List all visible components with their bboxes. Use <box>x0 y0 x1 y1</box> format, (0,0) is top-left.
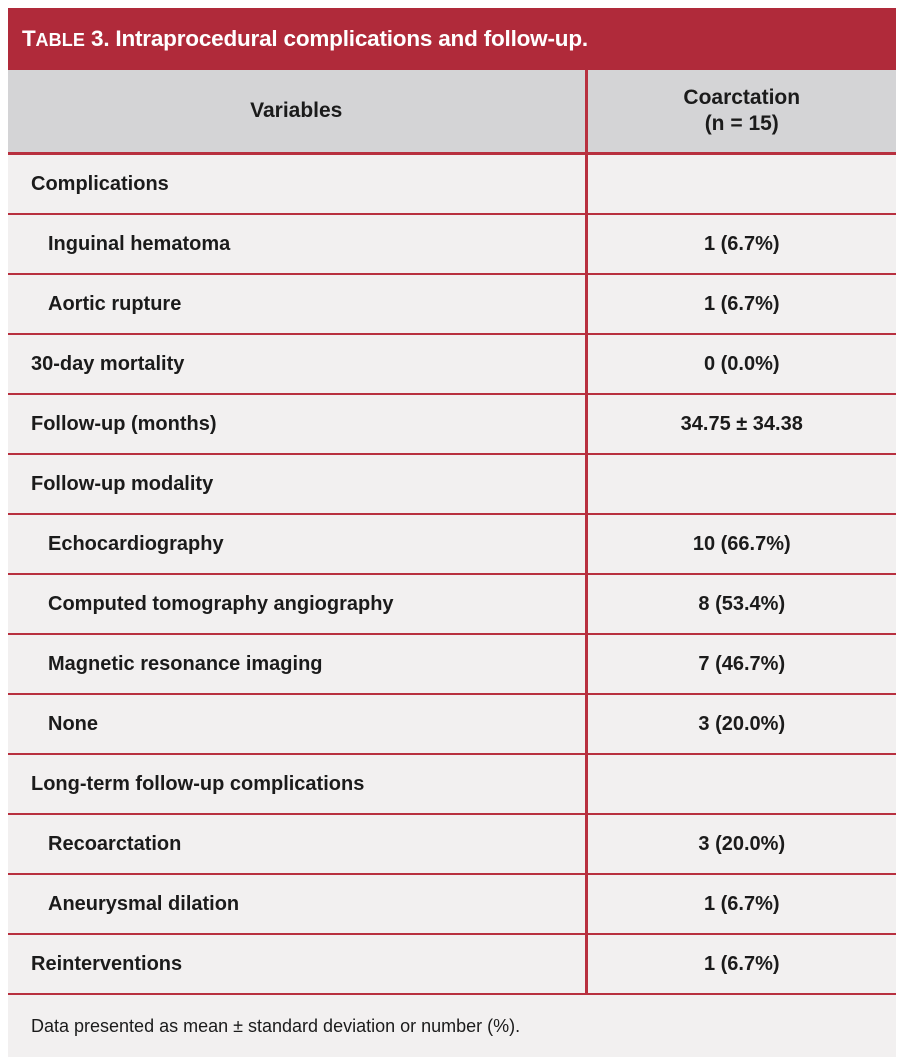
table-footnote: Data presented as mean ± standard deviation or number (%). <box>8 994 896 1057</box>
caption-label-rest: ABLE <box>36 30 85 50</box>
table-row <box>8 754 896 814</box>
table-caption-bar <box>8 8 896 70</box>
cell-variable: Long-term follow-up complications <box>8 754 586 814</box>
cell-value: 1 (6.7%) <box>586 874 896 934</box>
cell-value <box>586 154 896 215</box>
table-header <box>8 70 896 154</box>
cell-value: 1 (6.7%) <box>586 934 896 994</box>
cell-value: 1 (6.7%) <box>586 274 896 334</box>
table-row <box>8 274 896 334</box>
table-row <box>8 694 896 754</box>
cell-variable: Echocardiography <box>8 514 586 574</box>
cell-variable: Aortic rupture <box>8 274 586 334</box>
cell-variable: Complications <box>8 154 586 215</box>
table-body <box>8 154 896 1057</box>
table-row <box>8 154 896 215</box>
column-header-group-count: (n = 15) <box>588 111 897 137</box>
table-row <box>8 634 896 694</box>
caption-title: 3. Intraprocedural complications and follow-up. <box>85 26 588 51</box>
cell-value: 3 (20.0%) <box>586 694 896 754</box>
complications-followup-table <box>8 70 896 1057</box>
cell-value: 7 (46.7%) <box>586 634 896 694</box>
cell-variable: 30-day mortality <box>8 334 586 394</box>
table-row <box>8 454 896 514</box>
table-row <box>8 514 896 574</box>
table-row <box>8 574 896 634</box>
cell-variable: Magnetic resonance imaging <box>8 634 586 694</box>
cell-variable: Inguinal hematoma <box>8 214 586 274</box>
column-header-group-name: Coarctation <box>588 85 897 111</box>
cell-value: 3 (20.0%) <box>586 814 896 874</box>
table-row <box>8 214 896 274</box>
cell-variable: Reinterventions <box>8 934 586 994</box>
table-footnote-row <box>8 994 896 1057</box>
table-caption-text <box>22 26 588 52</box>
cell-variable: Follow-up (months) <box>8 394 586 454</box>
table-header-row <box>8 70 896 154</box>
table-row <box>8 934 896 994</box>
column-header-variables: Variables <box>8 70 586 154</box>
cell-value: 1 (6.7%) <box>586 214 896 274</box>
table-row <box>8 394 896 454</box>
cell-variable: Follow-up modality <box>8 454 586 514</box>
table-row <box>8 334 896 394</box>
cell-value <box>586 754 896 814</box>
cell-value: 10 (66.7%) <box>586 514 896 574</box>
cell-variable: Computed tomography angiography <box>8 574 586 634</box>
column-header-coarctation <box>586 70 896 154</box>
cell-variable: Recoarctation <box>8 814 586 874</box>
cell-variable: Aneurysmal dilation <box>8 874 586 934</box>
caption-label-lead: T <box>22 26 36 51</box>
cell-value: 34.75 ± 34.38 <box>586 394 896 454</box>
cell-value: 8 (53.4%) <box>586 574 896 634</box>
table-row <box>8 814 896 874</box>
table-row <box>8 874 896 934</box>
cell-value <box>586 454 896 514</box>
cell-variable: None <box>8 694 586 754</box>
table-figure <box>8 8 896 1057</box>
cell-value: 0 (0.0%) <box>586 334 896 394</box>
